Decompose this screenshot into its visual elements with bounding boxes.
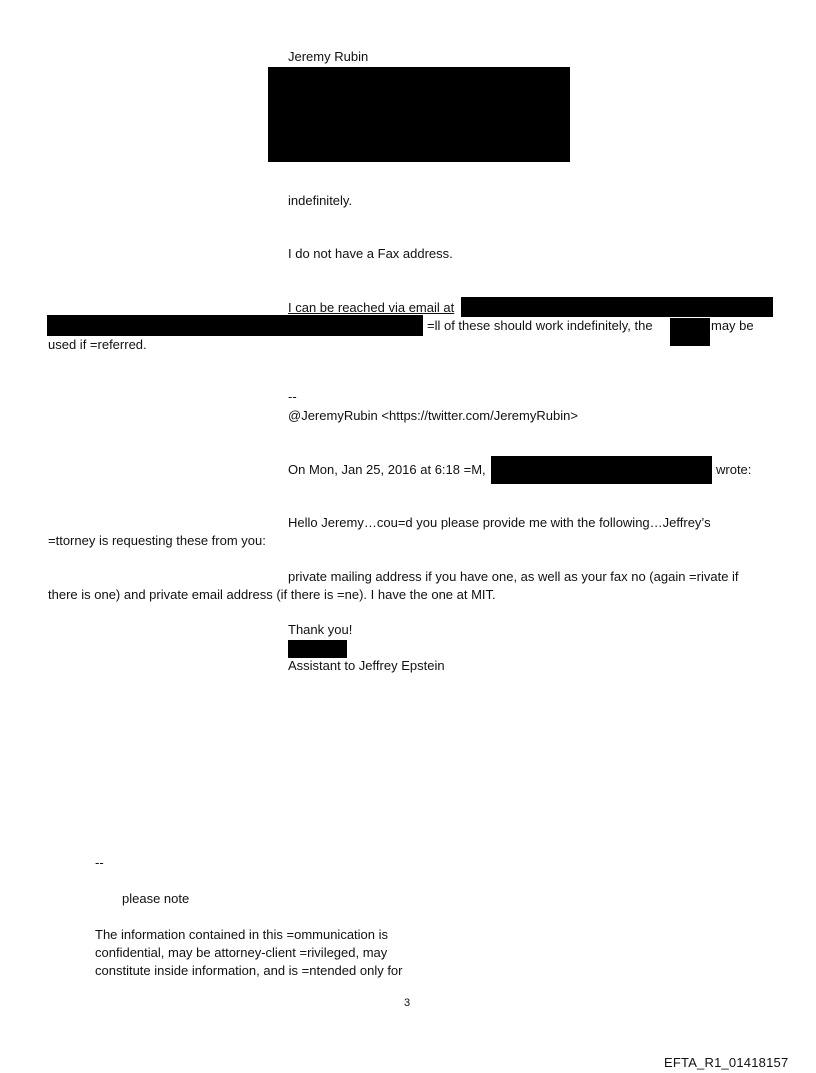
page-number: 3 — [404, 997, 411, 1009]
redaction-quote-sender — [491, 456, 712, 484]
please-note: please note — [122, 891, 190, 906]
request-line-2: =ttorney is requesting these from you: — [48, 533, 266, 548]
signature-dashes: -- — [288, 389, 297, 404]
body-line-indefinitely: indefinitely. — [288, 193, 353, 208]
quote-header: On Mon, Jan 25, 2016 at 6:18 =M, — [288, 462, 486, 477]
disclaimer-line-1: The information contained in this =ommunication is — [95, 927, 389, 942]
body-line-email-end: used if =referred. — [48, 337, 147, 352]
body-line-no-fax: I do not have a Fax address. — [288, 246, 453, 261]
quote-header-wrote: wrote: — [716, 462, 752, 477]
request-detail-1: private mailing address if you have one, as well as your fax no (again =rivate if — [288, 569, 739, 584]
body-line-email-cont: =ll of these should work indefinitely, the — [427, 318, 653, 333]
redaction-email-2 — [47, 315, 423, 336]
sender-name: Jeremy Rubin — [288, 49, 369, 64]
body-line-email-cont2: may be — [711, 318, 754, 333]
redaction-sender-name — [288, 640, 347, 658]
request-line-1: Hello Jeremy…cou=d you please provide me with the following…Jeffrey’s — [288, 515, 711, 530]
footer-dashes: -- — [95, 855, 104, 870]
document-id: EFTA_R1_01418157 — [664, 1055, 789, 1070]
redaction-email-3 — [670, 318, 710, 346]
request-detail-2: there is one) and private email address (if there is =ne). I have the one at MIT. — [48, 587, 496, 602]
signature-twitter: @JeremyRubin <https://twitter.com/JeremyRubin> — [288, 408, 578, 423]
body-line-email-intro: I can be reached via email at — [288, 300, 455, 315]
disclaimer-line-3: constitute inside information, and is =ntended only for — [95, 963, 403, 978]
redaction-email — [461, 297, 773, 317]
thanks-line: Thank you! — [288, 622, 353, 637]
disclaimer-line-2: confidential, may be attorney-client =rivileged, may — [95, 945, 388, 960]
assistant-line: Assistant to Jeffrey Epstein — [288, 658, 445, 673]
redaction-block — [268, 67, 570, 162]
